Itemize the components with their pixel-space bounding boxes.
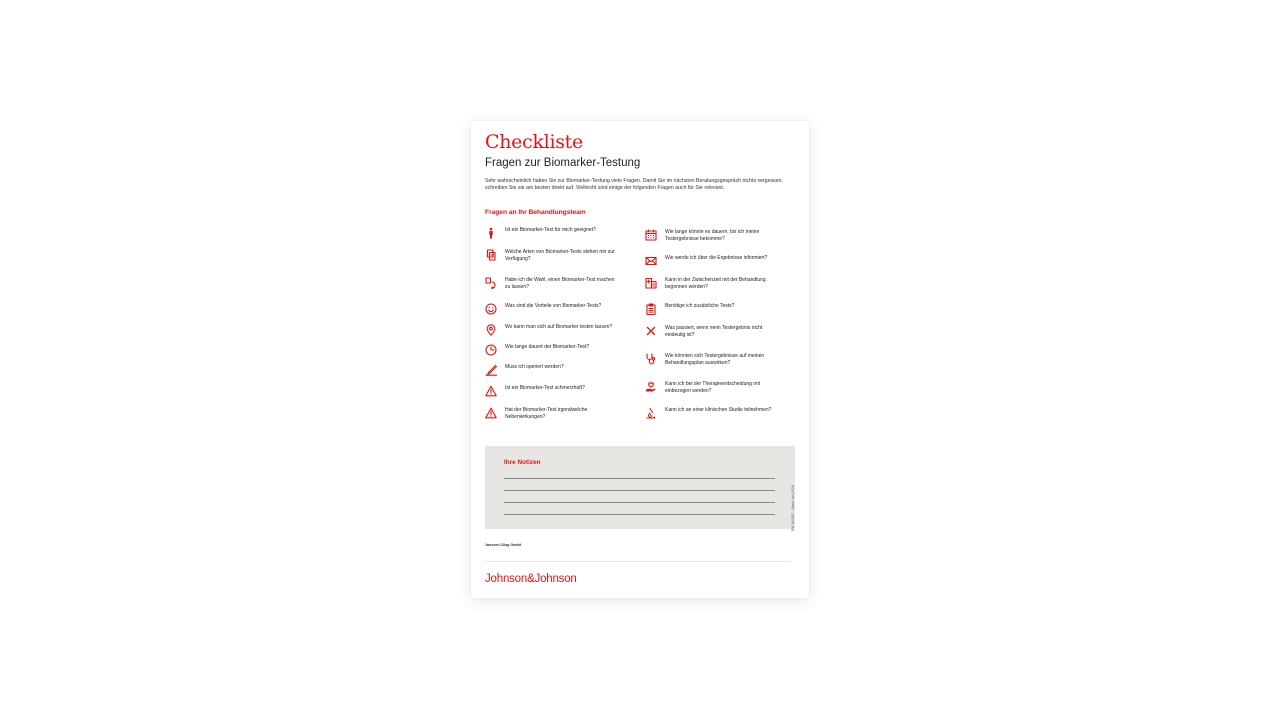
question-item	[485, 385, 615, 397]
brand-logo: Johnson&Johnson	[485, 573, 577, 585]
question-item	[485, 407, 615, 421]
clipboard-icon	[645, 303, 657, 315]
question-text: Kann ich an einer klinischen Studie teilnehmen?	[665, 407, 772, 413]
question-text: Was passiert, wenn mein Testergebnis nicht eindeutig ist?	[665, 325, 763, 338]
question-text: Ist ein Biomarker-Test für mich geeignet?	[505, 227, 596, 233]
question-item	[485, 364, 615, 376]
question-text: Kann ich bei der Therapieentscheidung mit einbezogen werden?	[665, 381, 760, 394]
question-item	[645, 303, 783, 315]
question-item	[485, 249, 615, 263]
question-text: Was sind die Vorteile von Biomarker-Tests?	[505, 303, 602, 309]
question-text: Wo kann man sich auf Biomarker testen lassen?	[505, 324, 613, 330]
question-text: Muss ich operiert werden?	[505, 364, 564, 370]
question-item	[645, 255, 783, 267]
page-subtitle: Fragen zur Biomarker-Testung	[485, 157, 641, 169]
choice-icon	[485, 277, 497, 289]
question-text: Wie werde ich über die Ergebnisse informiert?	[665, 255, 768, 261]
question-item	[645, 229, 783, 243]
intro-text: Sehr wahrscheinlich haben Sie zur Biomarker-Testung viele Fragen. Damit Sie im nächsten Beratungsgespräch nichts vergessen, schreiben Sie sie am besten direkt auf. Vielleicht sind einige der folgenden Fragen auch für Sie relevant.	[485, 178, 783, 192]
warning-icon	[485, 385, 497, 397]
question-text: Habe ich die Wahl, einen Biomarker-Test machen zu lassen?	[505, 277, 615, 290]
note-line	[504, 490, 775, 491]
notes-box	[485, 446, 795, 529]
checklist-page	[471, 121, 809, 598]
question-text: Wie lange könnte es dauern, bis ich meine Testergebnisse bekomme?	[665, 229, 760, 242]
footer-divider	[485, 561, 791, 562]
cross-icon	[645, 325, 657, 337]
question-item	[645, 353, 783, 367]
hospital-icon	[645, 277, 657, 289]
smiley-icon	[485, 303, 497, 315]
documents-icon	[485, 249, 497, 261]
question-text: Wie könnten sich Testergebnisse auf meinen Behandlungsplan auswirken?	[665, 353, 765, 366]
warning-icon	[485, 407, 497, 419]
question-item	[645, 381, 783, 395]
question-text: Welche Arten von Biomarker-Tests stehen mir zur Verfügung?	[505, 249, 615, 262]
question-text: Wie lange dauert der Biomarker-Test?	[505, 344, 590, 350]
company-name: Janssen-Cilag GmbH	[485, 543, 522, 547]
note-line	[504, 514, 775, 515]
question-text: Hat der Biomarker-Test irgendwelche Nebenwirkungen?	[505, 407, 588, 420]
question-item	[485, 324, 615, 336]
question-item	[485, 227, 615, 239]
document-code: EM-160397 – Stand Juni 2024	[791, 485, 795, 531]
clock-icon	[485, 344, 497, 356]
question-item	[485, 344, 615, 356]
question-text: Ist ein Biomarker-Test schmerzhaft?	[505, 385, 585, 391]
person-icon	[485, 227, 497, 239]
section-title: Fragen an Ihr Behandlungsteam	[485, 209, 586, 216]
question-item	[645, 407, 783, 419]
question-item	[645, 325, 783, 339]
notes-title: Ihre Notizen	[504, 459, 541, 466]
scalpel-icon	[485, 364, 497, 376]
question-text: Benötige ich zusätzliche Tests?	[665, 303, 735, 309]
calendar-icon	[645, 229, 657, 241]
question-item	[485, 277, 615, 291]
note-line	[504, 478, 775, 479]
envelope-icon	[645, 255, 657, 267]
microscope-icon	[645, 407, 657, 419]
stethoscope-icon	[645, 353, 657, 365]
question-text: Kann in der Zwischenzeit mit der Behandlung begonnen werden?	[665, 277, 766, 290]
heart-hand-icon	[645, 381, 657, 393]
question-item	[485, 303, 615, 315]
page-title: Checkliste	[485, 131, 583, 153]
location-pin-icon	[485, 324, 497, 336]
note-line	[504, 502, 775, 503]
question-item	[645, 277, 783, 291]
